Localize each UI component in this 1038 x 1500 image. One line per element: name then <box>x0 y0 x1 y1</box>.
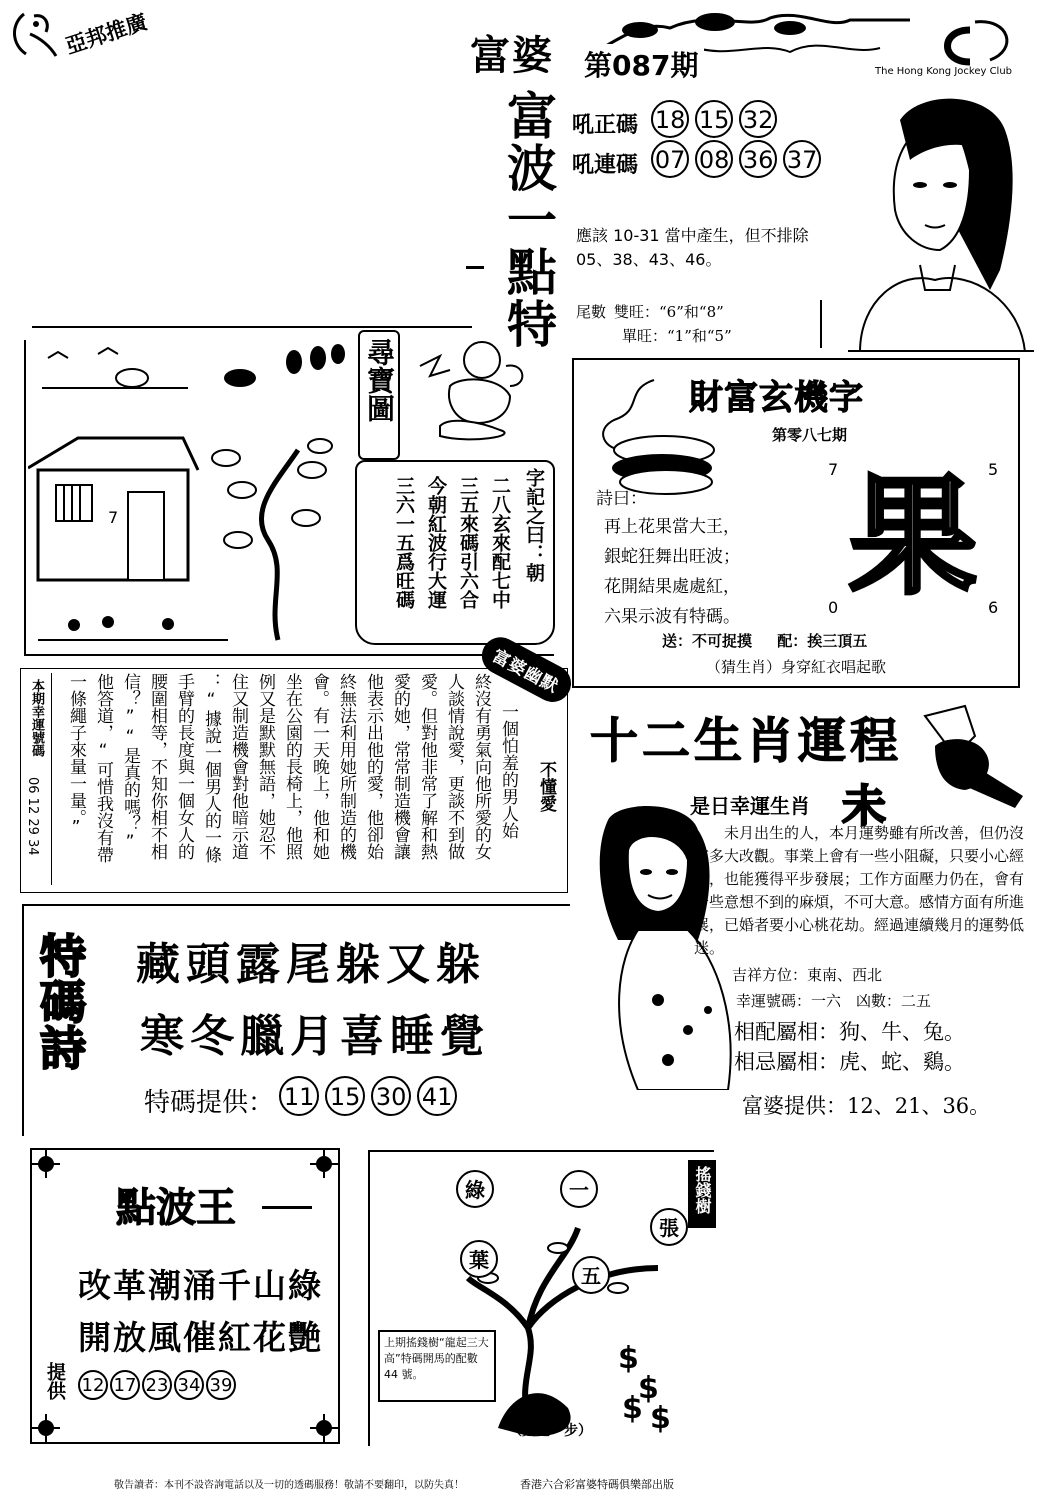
zheng-number: 15 <box>695 100 733 138</box>
humor-badge-text: 富婆幽默 <box>475 631 577 709</box>
poem-provide-label: 特碼提供： <box>144 1088 275 1118</box>
zheng-number: 18 <box>651 100 689 138</box>
poem-line: 花開結果處處紅， <box>604 577 740 597</box>
treasure-scene <box>28 340 358 650</box>
xuanji-send <box>662 630 867 651</box>
story-col: 一條繩子來量一量。” <box>66 673 86 838</box>
footer-right: 香港六合彩富婆特碼俱樂部出版 <box>520 1478 674 1491</box>
corner-flower-icon <box>28 1410 64 1446</box>
face-logo-icon <box>6 4 66 60</box>
bowang-box <box>30 1148 340 1444</box>
poem-number: 15 <box>325 1076 365 1116</box>
zodiac-lucky-nums: 幸運號碼：一六 凶數：二五 <box>736 992 932 1010</box>
corner-number: 0 <box>828 598 839 617</box>
send-label: 送：不可捉摸 <box>662 632 753 650</box>
bowang-number: 34 <box>174 1370 204 1400</box>
svg-text:$: $ <box>650 1401 671 1436</box>
story-col: 腰圍相等，不知你相不相 <box>147 673 167 860</box>
tail-label: 尾數 <box>576 303 607 321</box>
svg-text:$: $ <box>622 1391 643 1426</box>
poem-line1: 藏頭露尾躲又躲 <box>136 939 486 990</box>
poem-line2: 寒冬臘月喜睡覺 <box>140 1011 490 1062</box>
bowang-title-underline <box>262 1206 312 1209</box>
xuanji-guess: （猜生肖）身穿紅衣唱起歌 <box>706 658 887 676</box>
header-banner <box>470 0 1035 82</box>
story-col: ：“據說一個男人的一條 <box>201 673 221 863</box>
poem-line: 再上花果當大王， <box>604 517 740 537</box>
story-col: 終沒有勇氣向他所愛的女 <box>471 673 491 860</box>
story-col: 住又制造機會對他暗示道 <box>228 673 248 860</box>
bowang-provide-label: 提供 <box>44 1362 66 1400</box>
corner-number: 6 <box>988 598 999 617</box>
tree-side-title: 搖錢樹 <box>693 1166 712 1214</box>
fist-figure <box>905 696 1025 808</box>
lian-row <box>572 140 827 179</box>
corner-number: 7 <box>828 460 839 479</box>
story-col: 信？”“是真的嗎？” <box>120 673 140 852</box>
tree-caption: （更進一步） <box>508 1423 592 1439</box>
tree-node: 五 <box>572 1256 610 1294</box>
zodiac-lucky-sign: 未 <box>842 781 886 832</box>
corner-flower-icon <box>306 1146 342 1182</box>
bowang-number: 12 <box>78 1370 108 1400</box>
header-issue: 第087期 <box>578 44 704 84</box>
xuanji-issue: 第零八七期 <box>772 426 848 444</box>
zheng-row <box>572 100 783 139</box>
story-title: 不懂愛 <box>536 761 556 812</box>
treasure-frame-top <box>32 326 472 328</box>
logo <box>6 4 196 64</box>
frame-line <box>848 350 1034 352</box>
zodiac-avoid: 相忌屬相：虎、蛇、鷄。 <box>734 1050 965 1074</box>
scroll-heading: 字記之曰：朝 <box>523 468 545 582</box>
woman-portrait-icon <box>840 90 1030 352</box>
tree-node: 綠 <box>456 1170 494 1208</box>
portrait-woman-top <box>840 90 1030 352</box>
treasure-frame-bottom <box>24 654 554 656</box>
bowang-title: 點波王 <box>116 1184 236 1231</box>
treasure-frame-left <box>24 340 26 655</box>
poem-number: 41 <box>417 1076 457 1116</box>
zodiac-direction: 吉祥方位：東南、西北 <box>732 966 883 984</box>
poem-line: 六果示波有特碼。 <box>604 607 740 627</box>
bowang-numbers <box>78 1370 238 1400</box>
tail-block <box>576 300 732 348</box>
story-col: 他表示出他的愛，他卻始 <box>363 673 383 860</box>
corner-flower-icon <box>306 1410 342 1446</box>
cupid-figure <box>410 326 530 446</box>
zodiac-desc: 未月出生的人，本月運勢雖有所改善，但仍沒有多大改觀。事業上會有一些小阻礙，只要小心經營，也能獲得平步發展；工作方面壓力仍在，會有一些意想不到的麻煩，不可大意。感情方面有所進展，已婚者要小心桃花劫。經過連續幾月的運勢低迷。 <box>694 824 1025 957</box>
story-col: 手臂的長度與一個女人的 <box>174 673 194 860</box>
tree-node: 一 <box>560 1170 598 1208</box>
story-col: 會。有一天晚上，他和她 <box>309 673 329 860</box>
poem-number: 11 <box>279 1076 319 1116</box>
scroll-col: 三六一五爲旺碼 <box>393 476 415 609</box>
story-col: 人談情說愛，更談不到做 <box>444 673 464 860</box>
treasure-title: 尋寶圖 <box>363 338 396 422</box>
story-box <box>20 668 568 893</box>
treasure-scroll <box>355 460 555 645</box>
bowang-line1: 改革潮涌千山綠 <box>78 1266 323 1305</box>
scroll-col: 二八玄來配七中 <box>489 476 511 609</box>
story-body <box>61 673 521 885</box>
bowang-number: 39 <box>206 1370 236 1400</box>
corner-flower-icon <box>28 1146 64 1182</box>
poem-side-title: 特碼詩 <box>33 932 87 1070</box>
logo-text: 亞邦推廣 <box>62 9 150 59</box>
story-col: 一個怕羞的男人始 <box>498 703 518 839</box>
treasure-map-scene-icon <box>28 340 358 650</box>
corner-number: 5 <box>988 460 999 479</box>
lian-number: 08 <box>695 140 733 178</box>
fubo-note-line2: 05、38、43、46。 <box>576 250 722 269</box>
bowang-line2: 開放風催紅花艷 <box>78 1318 323 1357</box>
tree-note-box <box>378 1330 496 1402</box>
fubo-note-line1: 應該 10-31 當中產生，但不排除 <box>576 226 809 245</box>
scroll-col: 今朝紅波行大運 <box>425 476 447 609</box>
fubo-vertical-title: 富波一點特 <box>499 90 558 350</box>
zodiac-title: 十二生肖運程 <box>590 713 903 769</box>
fist-icon <box>905 696 1025 808</box>
xuanji-poem-label: 詩曰： <box>596 489 647 509</box>
poem-number: 30 <box>371 1076 411 1116</box>
tail-line2: 單旺：“1”和“5” <box>622 327 732 345</box>
treasure-title-box <box>358 330 400 460</box>
header-title: 富婆 <box>470 32 554 79</box>
lucky-frame <box>23 673 52 885</box>
tree-node: 張 <box>650 1208 688 1246</box>
svg-text:$: $ <box>638 1371 659 1406</box>
dash-divider <box>466 266 484 269</box>
story-col: 終無法利用她所制造的機 <box>336 673 356 860</box>
fubo-note <box>576 224 809 272</box>
zodiac-provide: 富婆提供：12、21、36。 <box>742 1094 991 1118</box>
footer-left: 敬告讀者：本刊不設咨詢電話以及一切的透碼服務！敬請不要翻印，以防失真！ <box>114 1480 464 1491</box>
svg-text:$: $ <box>618 1341 639 1376</box>
story-col: 例又是默默無語，她忍不 <box>255 673 275 860</box>
tail-line1: 雙旺：“6”和“8” <box>614 303 724 321</box>
lian-number: 07 <box>651 140 689 178</box>
lian-label: 吼連碼 <box>572 152 639 178</box>
poem-frame-left <box>22 904 24 1136</box>
story-col: 愛的她，常常制造機會讓 <box>390 673 410 860</box>
lian-number: 36 <box>739 140 777 178</box>
lian-number: 37 <box>783 140 821 178</box>
zodiac-lucky-label: 是日幸運生肖 <box>690 794 810 818</box>
club-name: The Hong Kong Jockey Club <box>875 66 1013 77</box>
story-col: 坐在公園的長椅上，他照 <box>282 673 302 860</box>
bowang-number: 23 <box>142 1370 172 1400</box>
zheng-number: 32 <box>739 100 777 138</box>
xuanji-box <box>572 358 1020 688</box>
tree-note: 上期搖錢樹“龍起三大高”特碼開馬的配數 44 號。 <box>384 1336 489 1381</box>
zheng-label: 吼正碼 <box>572 112 639 138</box>
xuanji-big-char: 果 <box>849 463 978 612</box>
tree-frame-left <box>368 1150 370 1446</box>
cupid-icon <box>410 326 530 446</box>
scroll-col: 三五來碼引六合 <box>457 476 479 609</box>
story-col: 他答道，“可惜我沒有帶 <box>93 673 113 863</box>
poem-line: 銀蛇狂舞出旺波； <box>604 547 740 567</box>
xuanji-poem <box>604 512 740 632</box>
tree-node: 葉 <box>460 1240 498 1278</box>
zodiac-match: 相配屬相：狗、牛、兔。 <box>734 1020 965 1044</box>
lucky-numbers: 06 12 29 34 <box>25 777 40 856</box>
xuanji-title: 財富玄機字 <box>689 378 864 418</box>
poem-frame-top <box>22 904 570 906</box>
poem-provide <box>144 1076 463 1119</box>
tree-frame-top <box>368 1150 714 1152</box>
house-number: 7 <box>108 508 119 527</box>
bowang-number: 17 <box>110 1370 140 1400</box>
story-col: 愛。但對他非常了解和熱 <box>417 673 437 860</box>
frame-line <box>820 300 822 348</box>
match-label: 配：挨三頂五 <box>777 632 868 650</box>
lucky-title: 本期幸運號碼 <box>29 679 44 757</box>
